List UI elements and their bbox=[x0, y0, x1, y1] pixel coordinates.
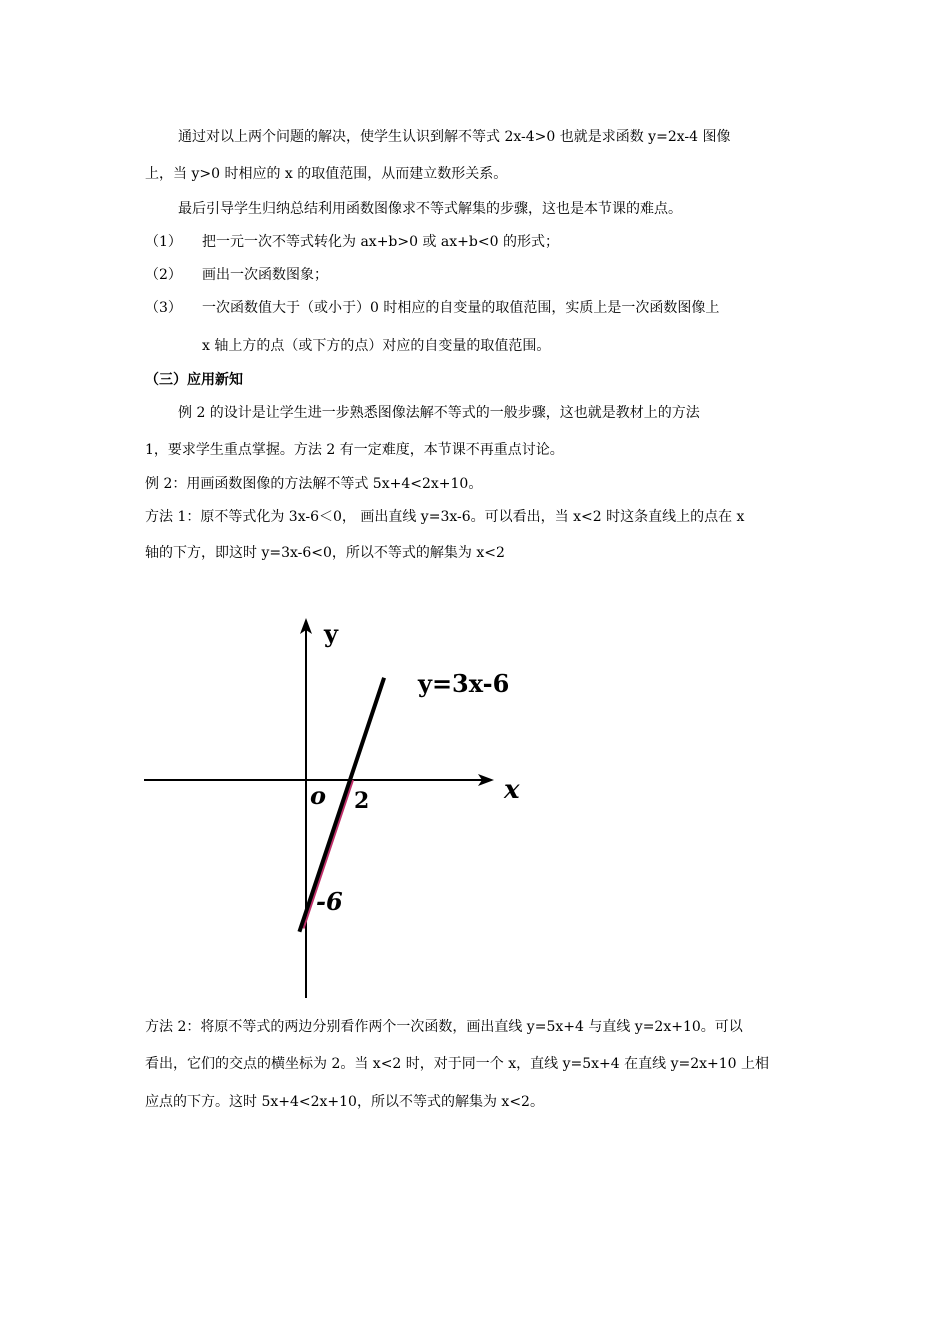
example-intro-line-2: 1，要求学生重点掌握。方法 2 有一定难度，本节课不再重点讨论。 bbox=[145, 442, 564, 458]
method-2-line-1: 方法 2：将原不等式的两边分别看作两个一次函数，画出直线 y=5x+4 与直线 y=2x+10。可以 bbox=[145, 1019, 743, 1035]
method-1-line-1: 方法 1：原不等式化为 3x-6＜0， 画出直线 y=3x-6。可以看出，当 x<2 时这条直线上的点在 x bbox=[145, 509, 745, 525]
method-2-line-3: 应点的下方。这时 5x+4<2x+10，所以不等式的解集为 x<2。 bbox=[145, 1094, 544, 1110]
step-1-number: （1） bbox=[145, 234, 182, 250]
step-1-text: 把一元一次不等式转化为 ax+b>0 或 ax+b<0 的形式； bbox=[202, 234, 559, 250]
paragraph-1-line-2: 上，当 y>0 时相应的 x 的取值范围，从而建立数形关系。 bbox=[145, 166, 508, 182]
example-intro-line-1: 例 2 的设计是让学生进一步熟悉图像法解不等式的一般步骤，这也就是教材上的方法 bbox=[178, 405, 700, 421]
origin-label: o bbox=[310, 781, 327, 810]
paragraph-2: 最后引导学生归纳总结利用函数图像求不等式解集的步骤，这也是本节课的难点。 bbox=[178, 201, 682, 217]
x-axis-label: x bbox=[504, 775, 520, 805]
example-2-statement: 例 2：用画函数图像的方法解不等式 5x+4<2x+10。 bbox=[145, 476, 483, 492]
step-2-text: 画出一次函数图象； bbox=[202, 267, 328, 283]
step-3-text-continued: x 轴上方的点（或下方的点）对应的自变量的取值范围。 bbox=[202, 338, 551, 354]
y-axis-label: y bbox=[324, 619, 338, 648]
step-2-number: （2） bbox=[145, 267, 182, 283]
line-equation-label: y=3x-6 bbox=[418, 669, 510, 698]
x-intercept-label: 2 bbox=[354, 788, 370, 814]
step-3-text: 一次函数值大于（或小于）0 时相应的自变量的取值范围，实质上是一次函数图像上 bbox=[202, 300, 720, 316]
function-graph bbox=[140, 610, 540, 1010]
method-2-line-2: 看出，它们的交点的横坐标为 2。当 x<2 时，对于同一个 x，直线 y=5x+4 在直线 y=2x+10 上相 bbox=[145, 1056, 770, 1072]
section-heading: （三）应用新知 bbox=[145, 372, 243, 388]
paragraph-1-line-1: 通过对以上两个问题的解决，使学生认识到解不等式 2x-4>0 也就是求函数 y=2x-4 图像 bbox=[178, 129, 731, 145]
method-1-line-2: 轴的下方，即这时 y=3x-6<0，所以不等式的解集为 x<2 bbox=[145, 545, 505, 561]
y-intercept-label: -6 bbox=[316, 887, 343, 916]
step-3-number: （3） bbox=[145, 300, 182, 316]
